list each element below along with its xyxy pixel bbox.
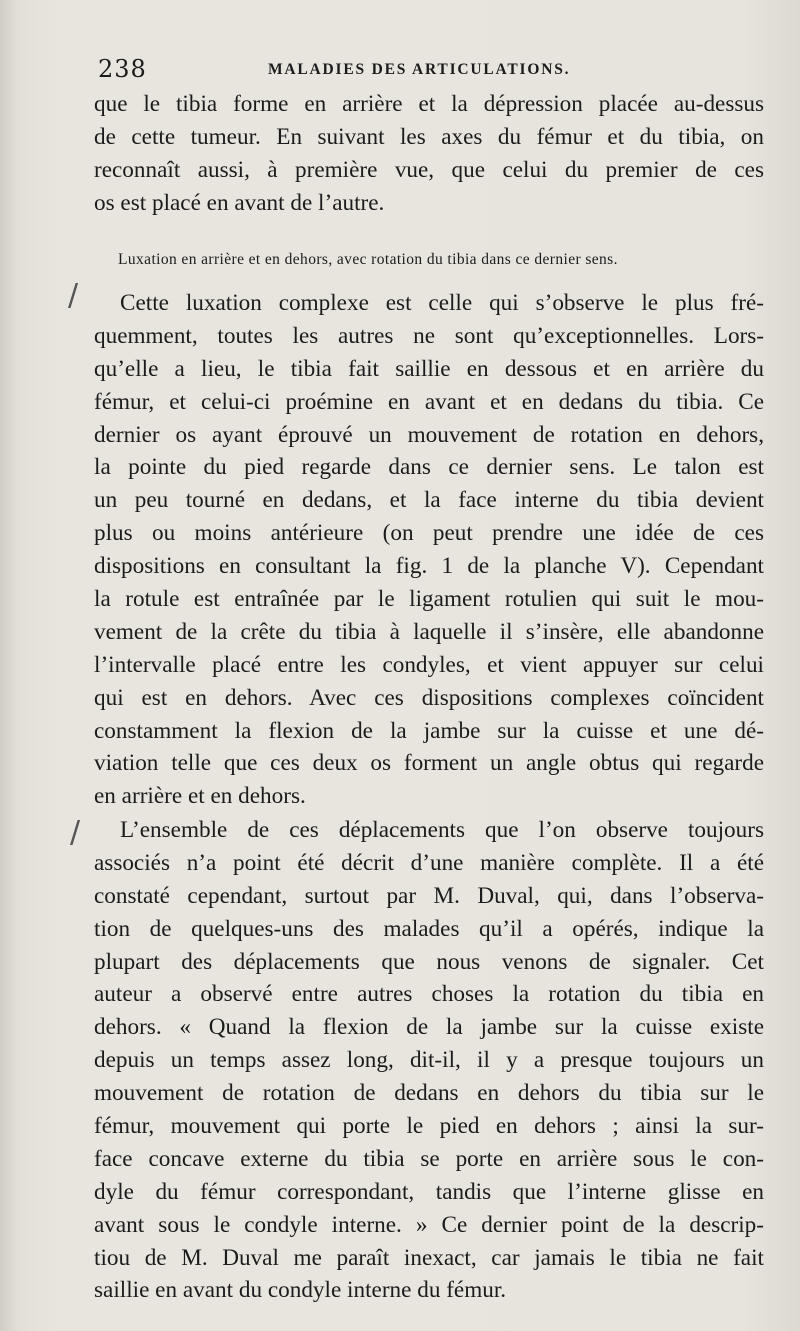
text-line: de cette tumeur. En suivant les axes du fémur et du tibia, on [94,123,764,150]
margin-pencil-mark: / [68,278,79,313]
text-line: auteur a observé entre autres choses la rotation du tibia en [94,981,764,1008]
text-line: plus ou moins antérieure (on peut prendre une idée de ces [94,520,764,547]
text-line: constamment la flexion de la jambe sur la cuisse et une dé- [94,717,764,744]
paragraph-2 [94,814,764,1307]
text-line: L’ensemble de ces déplacements que l’on observe toujours [120,817,764,843]
text-line: avant sous le condyle interne. » Ce dernier point de la descrip- [94,1211,764,1238]
text-line: tion de quelques-uns des malades qu’il a opérés, indique la [94,915,764,942]
paragraph-1 [94,287,764,813]
page-header [98,55,758,87]
text-line: fémur, et celui-ci proémine en avant et en dedans du tibia. Ce [94,388,764,415]
text-line: l’intervalle placé entre les condyles, et vient appuyer sur celui [94,651,764,678]
text-line: reconnaît aussi, à première vue, que celui du premier de ces [94,156,764,183]
text-line: tiou de M. Duval me paraît inexact, car jamais le tibia ne fait [94,1244,764,1271]
text-line: que le tibia forme en arrière et la dépression placée au-dessus [94,91,764,117]
text-line: Cette luxation complexe est celle qui s’observe le plus fré- [120,290,764,316]
text-line: quemment, toutes les autres ne sont qu’exceptionnelles. Lors- [94,322,764,349]
section-subheading: Luxation en arrière et en dehors, avec rotation du tibia dans ce dernier sens. [118,251,618,268]
text-line: en arrière et en dehors. [94,783,306,810]
text-line: vement de la crête du tibia à laquelle il s’insère, elle abandonne [94,618,764,645]
text-line: qui est en dehors. Avec ces dispositions complexes coïncident [94,684,764,711]
text-line: constaté cependant, surtout par M. Duval, qui, dans l’observa- [94,882,764,909]
text-line: os est placé en avant de l’autre. [94,189,385,216]
text-line: dyle du fémur correspondant, tandis que l’interne glisse en [94,1178,764,1205]
running-title: MALADIES DES ARTICULATIONS. [268,61,571,78]
text-line: la rotule est entraînée par le ligament rotulien qui suit le mou- [94,586,764,613]
intro-paragraph [94,88,764,220]
page-number: 238 [98,55,147,83]
text-line: face concave externe du tibia se porte en arrière sous le con- [94,1145,764,1172]
text-line: viation telle que ces deux os forment un angle obtus qui regarde [94,750,764,777]
text-line: qu’elle a lieu, le tibia fait saillie en dessous et en arrière du [94,355,764,382]
text-line: associés n’a point été décrit d’une manière complète. Il a été [94,849,764,876]
margin-pencil-mark: / [70,815,81,850]
text-line: dehors. « Quand la flexion de la jambe sur la cuisse existe [94,1014,764,1041]
text-line: dispositions en consultant la fig. 1 de la planche V). Cependant [94,553,764,580]
text-line: fémur, mouvement qui porte le pied en dehors ; ainsi la sur- [94,1113,764,1140]
text-line: dernier os ayant éprouvé un mouvement de rotation en dehors, [94,421,764,448]
text-line: la pointe du pied regarde dans ce dernier sens. Le talon est [94,454,764,481]
text-line: saillie en avant du condyle interne du fémur. [94,1277,507,1304]
text-line: depuis un temps assez long, dit-il, il y a presque toujours un [94,1047,764,1074]
text-line: un peu tourné en dedans, et la face interne du tibia devient [94,487,764,514]
text-line: mouvement de rotation de dedans en dehors du tibia sur le [94,1080,764,1107]
text-line: plupart des déplacements que nous venons de signaler. Cet [94,948,764,975]
